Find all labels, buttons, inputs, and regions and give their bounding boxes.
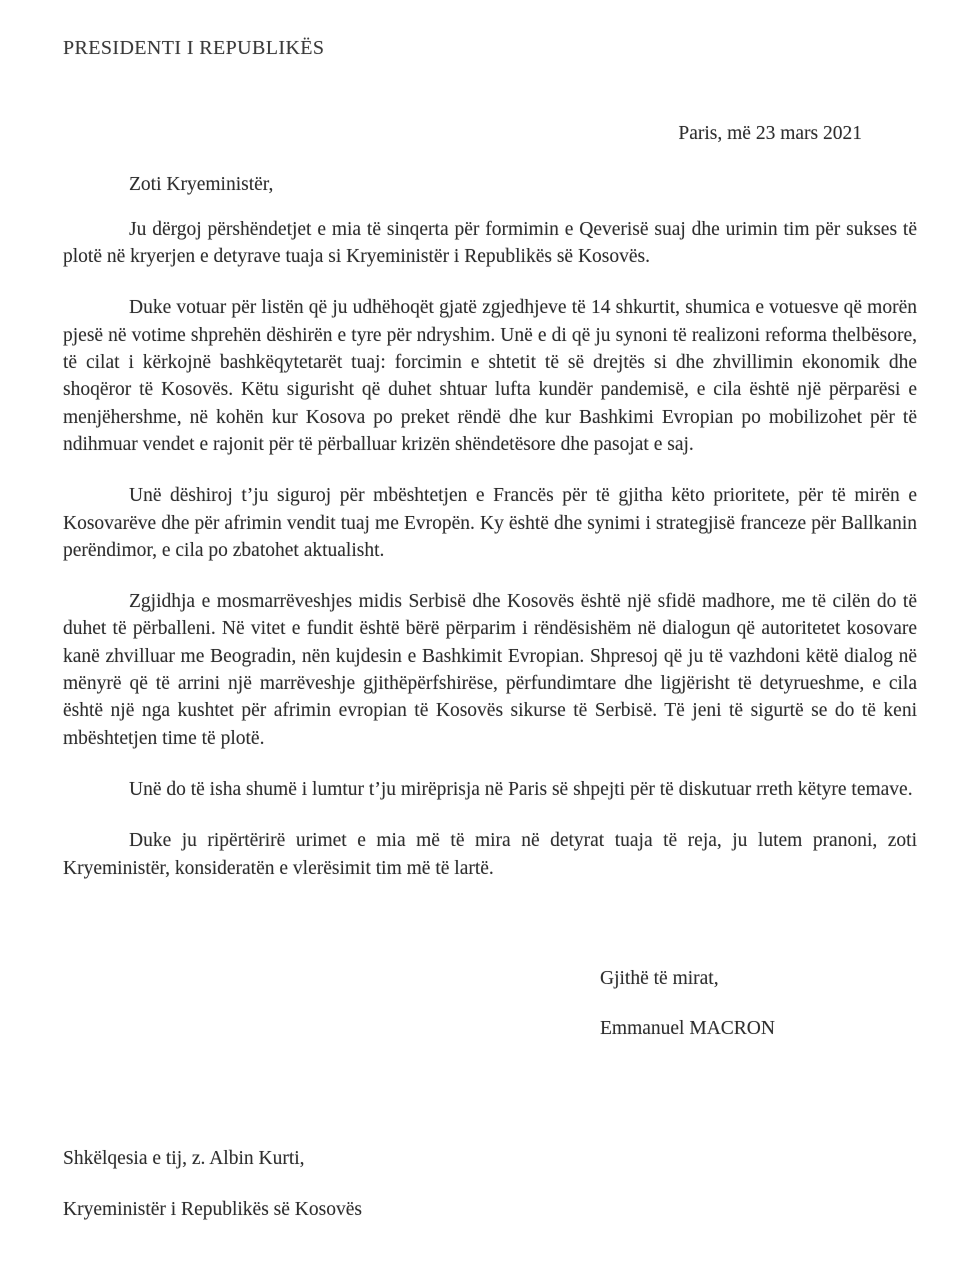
signature-name: Emmanuel MACRON — [600, 1018, 775, 1040]
recipient-block — [63, 1145, 917, 1223]
dateline: Paris, më 23 mars 2021 — [678, 123, 862, 145]
paragraph-france-support: Unë dëshiroj t’ju siguroj për mbështetjen e Francës për të gjitha këto prioritete, për të mirën e Kosovarëve dhe për afrimin vendit tuaj me Evropën. Ky është dhe synimi i strategjisë franceze për Ballkanin perëndimor, e cila po zbatohet aktualisht. — [63, 485, 917, 561]
paragraph-final-wishes: Duke ju ripërtërirë urimet e mia më të mira në detyrat tuaja të reja, ju lutem pranoni, zoti Kryeministër, konsideratën e vlerësimit tim më të lartë. — [63, 830, 917, 879]
paragraph-greeting: Ju dërgoj përshëndetjet e mia të sinqerta për formimin e Qeverisë suaj dhe urimin tim për sukses të plotë në kryerjen e detyrave tuaja si Kryeministër i Republikës së Kosovës. — [63, 218, 917, 268]
recipient-name: Shkëlqesia e tij, z. Albin Kurti, — [63, 1148, 305, 1170]
paragraph-elections: Duke votuar për listën që ju udhëhoqët gjatë zgjedhjeve të 14 shkurtit, shumica e votuesve që morën pjesë në votime shprehën dëshirën e tyre për ndryshim. Unë e di që ju synoni të realizoni reforma thelbësore, të cilat i kërkojnë bashkëqytetarët tuaj: forcimin e shtetit të së drejtës si dhe zhvillimin ekonomik dhe shoqëror të Kosovës. Këtu sigurisht që duhet shtuar lufta kundër pandemisë, e cila është një përparësi e menjëhershme, në kohën kur Kosova po preket rëndë dhe kur Bashkimi Evropian po mobilizohet për të ndihmuar vendet e rajonit për të përballuar krizën shëndetësore dhe pasojat e saj. — [63, 297, 917, 455]
recipient-title: Kryeministër i Republikës së Kosovës — [63, 1198, 362, 1220]
paragraph-paris-invitation: Unë do të isha shumë i lumtur t’ju mirëprisja në Paris së shpejti për të diskutuar rreth këtyre temave. — [129, 778, 913, 800]
paragraph-serbia-dialogue: Zgjidhja e mosmarrëveshjes midis Serbisë dhe Kosovës është një sfidë madhore, me të cilën do të duhet të përballeni. Në vitet e fundit është bërë përparim i rëndësishëm në dialogun që autoritetet kosovare kanë zhvilluar me Beogradin, nën kujdesin e Bashkimit Evropian. Shpresoj që ju të vazhdoni këtë dialog në mënyrë që të arrini një marrëveshje gjithëpërfshirëse, përfundimtare dhe ligjërisht të detyrueshme, e cila është një nga kushtet për afrimin evropian të Kosovës sikurse të Serbisë. Të jeni të sigurtë se do të keni mbështetjen time të plotë. — [63, 591, 917, 749]
salutation: Zoti Kryeministër, — [129, 173, 274, 195]
letterhead-title: PRESIDENTI I REPUBLIKËS — [63, 37, 325, 59]
closing-phrase: Gjithë të mirat, — [600, 967, 719, 989]
